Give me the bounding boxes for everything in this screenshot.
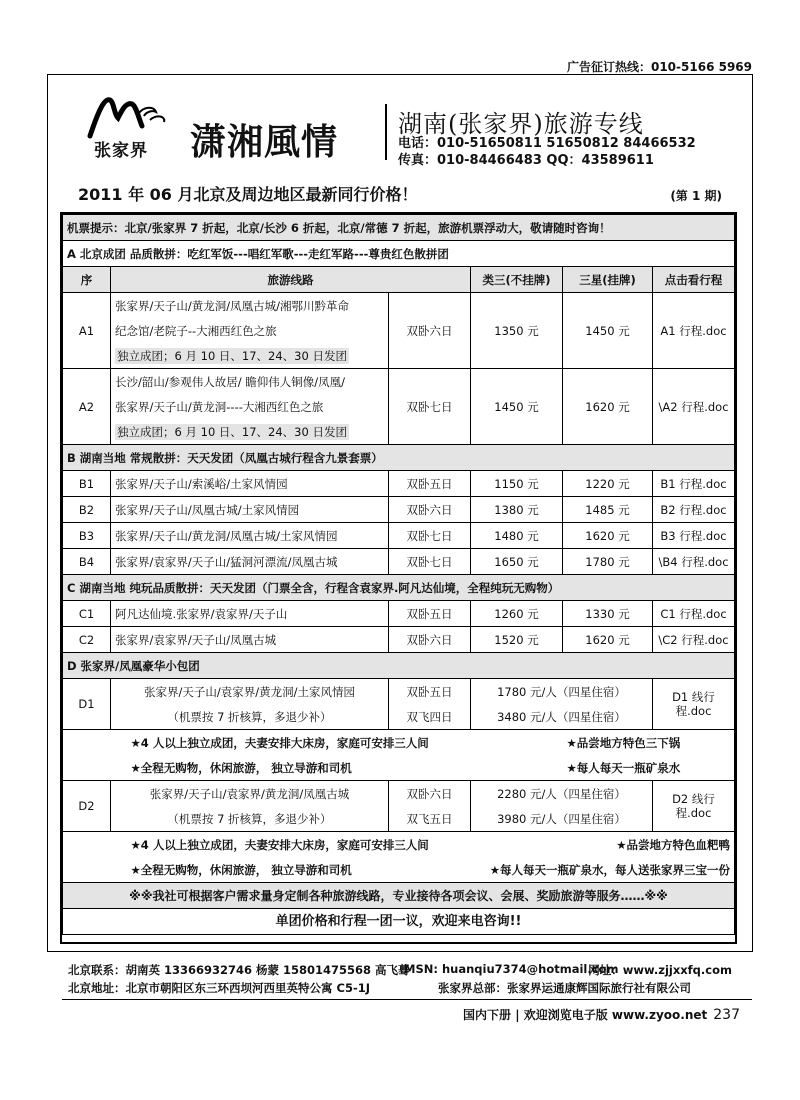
footer-address-text: 北京地址：北京市朝阳区东三环西坝河西里英特公寓 C5-1J bbox=[68, 981, 370, 995]
section-a-title: A 北京成团 品质散拼：吃红军饭---唱红军歌---走红军路---尊贵红色散拼团 bbox=[63, 241, 735, 267]
days: 双卧七日 bbox=[389, 369, 471, 445]
days: 双卧六日 bbox=[389, 627, 471, 653]
line-title: 湖南(张家界)旅游专线 bbox=[398, 110, 644, 138]
footer-contact-people: 北京联系：胡南英 13366932746 杨蒙 15801475568 高飞蓦 bbox=[68, 963, 410, 977]
section-b-title: B 湖南当地 常规散拼：天天发团（凤凰古城行程含九景套票） bbox=[63, 445, 735, 471]
header-route: 旅游线路 bbox=[111, 267, 471, 293]
price-table bbox=[60, 212, 737, 944]
itinerary-link[interactable]: D1 线行程.doc bbox=[653, 679, 735, 730]
route-text: 阿凡达仙境.张家界/袁家界/天子山 bbox=[111, 601, 389, 627]
route-schedule: 独立成团；6 月 10 日、17、24、30 日发团 bbox=[117, 348, 347, 363]
row-id: A2 bbox=[63, 369, 111, 445]
contact-fax: 传真：010-84466483 QQ：43589611 bbox=[398, 153, 654, 168]
price-3star: 1485 元 bbox=[563, 497, 653, 523]
price-class3: 1520 元 bbox=[471, 627, 563, 653]
price-3star: 1220 元 bbox=[563, 471, 653, 497]
route-text: 张家界/天子山/索溪峪/土家风情园 bbox=[111, 471, 389, 497]
ad-hotline: 广告征订热线：010-5166 5969 bbox=[566, 60, 752, 74]
itinerary-link[interactable]: C1 行程.doc bbox=[653, 601, 735, 627]
route-text: 纪念馆/老院子--大湘西红色之旅 bbox=[111, 318, 389, 343]
row-id: D1 bbox=[63, 679, 111, 730]
days: 双飞四日 bbox=[389, 704, 471, 730]
feature-text: ★每人每天一瓶矿泉水 bbox=[563, 755, 735, 781]
row-id: B1 bbox=[63, 471, 111, 497]
route-text: 张家界/天子山/黄龙洞----大湘西红色之旅 bbox=[111, 394, 389, 419]
price-class3: 1480 元 bbox=[471, 523, 563, 549]
service-note: ※※我社可根据客户需求量身定制各种旅游线路，专业接待各项会议、会展、奖励旅游等服务……※※ bbox=[63, 883, 735, 909]
price-class3: 1650 元 bbox=[471, 549, 563, 575]
price-3star: 1330 元 bbox=[563, 601, 653, 627]
header-seq: 序 bbox=[63, 267, 111, 293]
row-id: B3 bbox=[63, 523, 111, 549]
feature-text: ★全程无购物，休闲旅游， 独立导游和司机 bbox=[111, 857, 471, 883]
row-id: D2 bbox=[63, 781, 111, 832]
price-class3: 1350 元 bbox=[471, 293, 563, 369]
page-footer-text: 国内下册 | 欢迎浏览电子版 www.zyoo.net bbox=[463, 1008, 708, 1022]
price-class3: 1380 元 bbox=[471, 497, 563, 523]
itinerary-link[interactable]: B1 行程.doc bbox=[653, 471, 735, 497]
table-row bbox=[63, 293, 735, 319]
table-row bbox=[63, 781, 735, 807]
itinerary-link[interactable]: \C2 行程.doc bbox=[653, 627, 735, 653]
header-3star: 三星(挂牌) bbox=[563, 267, 653, 293]
price-3star: 1450 元 bbox=[563, 293, 653, 369]
days: 双卧七日 bbox=[389, 549, 471, 575]
footer-msn[interactable]: MSN: huanqiu7374@hotmail.com bbox=[404, 962, 619, 976]
route-schedule: 独立成团；6 月 10 日、17、24、30 日发团 bbox=[117, 424, 347, 439]
price-3star: 1620 元 bbox=[563, 523, 653, 549]
consult-note: 单团价格和行程一团一议，欢迎来电咨询!! bbox=[63, 909, 735, 935]
itinerary-link[interactable]: \B4 行程.doc bbox=[653, 549, 735, 575]
footer-address bbox=[68, 980, 738, 996]
logo-text: 张家界 bbox=[94, 141, 148, 161]
price-class3: 1150 元 bbox=[471, 471, 563, 497]
package-price: 3980 元/人（四星住宿） bbox=[471, 806, 653, 832]
table-row bbox=[63, 471, 735, 497]
footer-website[interactable]: 网址：www.zjjxxfq.com bbox=[588, 963, 732, 977]
days: 双卧五日 bbox=[389, 471, 471, 497]
header-doc: 点击看行程 bbox=[653, 267, 735, 293]
route-text: 张家界/袁家界/天子山/猛洞河漂流/凤凰古城 bbox=[111, 549, 389, 575]
feature-text: ★4 人以上独立成团，夫妻安排大床房，家庭可安排三人间 bbox=[130, 837, 429, 852]
brand-title: 潇湘風情 bbox=[190, 121, 339, 163]
route-text: 张家界/天子山/黄龙洞/凤凰古城/湘鄂川黔革命 bbox=[111, 293, 389, 319]
itinerary-link[interactable]: A1 行程.doc bbox=[653, 293, 735, 369]
route-text: 张家界/天子山/黄龙洞/凤凰古城/土家风情园 bbox=[111, 523, 389, 549]
itinerary-link[interactable]: B3 行程.doc bbox=[653, 523, 735, 549]
table-row bbox=[63, 523, 735, 549]
route-text: 张家界/天子山/袁家界/黄龙洞/土家风情园 bbox=[111, 679, 389, 705]
table-row bbox=[63, 369, 735, 395]
row-id: C2 bbox=[63, 627, 111, 653]
section-d-title: D 张家界/凤凰豪华小包团 bbox=[63, 653, 735, 679]
row-id: B4 bbox=[63, 549, 111, 575]
price-class3: 1450 元 bbox=[471, 369, 563, 445]
contact-tel: 电话：010-51650811 51650812 84466532 bbox=[398, 136, 696, 151]
flight-notice: 机票提示：北京/张家界 7 折起，北京/长沙 6 折起，北京/常德 7 折起，旅游机票浮动大，敬请随时咨询！ bbox=[63, 215, 735, 241]
row-id: B2 bbox=[63, 497, 111, 523]
price-class3: 1260 元 bbox=[471, 601, 563, 627]
package-price: 1780 元/人（四星住宿） bbox=[471, 679, 653, 705]
section-c-title: C 湖南当地 纯玩品质散拼：天天发团（门票全含，行程含袁家界.阿凡达仙境，全程纯玩无购物） bbox=[63, 575, 735, 601]
days: 双卧五日 bbox=[389, 601, 471, 627]
table-row bbox=[63, 679, 735, 705]
footer-divider bbox=[62, 999, 752, 1000]
row-id: C1 bbox=[63, 601, 111, 627]
itinerary-link[interactable]: B2 行程.doc bbox=[653, 497, 735, 523]
headline: 2011 年 06 月北京及周边地区最新同行价格！ bbox=[78, 185, 418, 204]
package-price: 3480 元/人（四星住宿） bbox=[471, 704, 653, 730]
route-text: 张家界/天子山/凤凰古城/土家风情园 bbox=[111, 497, 389, 523]
route-text: 张家界/袁家界/天子山/凤凰古城 bbox=[111, 627, 389, 653]
route-note: （机票按 7 折核算，多退少补） bbox=[111, 704, 389, 730]
feature-text: ★全程无购物，休闲旅游， 独立导游和司机 bbox=[111, 755, 563, 781]
days: 双卧六日 bbox=[389, 293, 471, 369]
page-number: 237 bbox=[713, 1007, 740, 1023]
route-text: 长沙/韶山/参观伟人故居/ 瞻仰伟人铜像/凤凰/ bbox=[111, 369, 389, 395]
feature-text: ★4 人以上独立成团，夫妻安排大床房，家庭可安排三人间 bbox=[130, 735, 429, 750]
feature-text: ★品尝地方特色三下锅 bbox=[563, 730, 735, 756]
route-text: 张家界/天子山/袁家界/黄龙洞/凤凰古城 bbox=[111, 781, 389, 807]
days: 双卧六日 bbox=[389, 497, 471, 523]
itinerary-link[interactable]: D2 线行程.doc bbox=[653, 781, 735, 832]
route-note: （机票按 7 折核算，多退少补） bbox=[111, 806, 389, 832]
feature-text: ★每人每天一瓶矿泉水，每人送张家界三宝一份 bbox=[471, 857, 735, 883]
days: 双卧七日 bbox=[389, 523, 471, 549]
feature-text: ★品尝地方特色血粑鸭 bbox=[563, 832, 735, 858]
header-class3: 类三(不挂牌) bbox=[471, 267, 563, 293]
price-3star: 1620 元 bbox=[563, 627, 653, 653]
table-row bbox=[63, 549, 735, 575]
page-footer bbox=[463, 1006, 740, 1023]
package-price: 2280 元/人（四星住宿） bbox=[471, 781, 653, 807]
days: 双卧五日 bbox=[389, 679, 471, 705]
table-header bbox=[63, 267, 735, 293]
table-row bbox=[63, 497, 735, 523]
row-id: A1 bbox=[63, 293, 111, 369]
days: 双飞五日 bbox=[389, 806, 471, 832]
footer-hq: 张家界总部：张家界运通康辉国际旅行社有限公司 bbox=[438, 981, 691, 995]
price-3star: 1780 元 bbox=[563, 549, 653, 575]
table-row bbox=[63, 627, 735, 653]
footer-contacts bbox=[68, 962, 738, 978]
price-3star: 1620 元 bbox=[563, 369, 653, 445]
table-row bbox=[63, 601, 735, 627]
issue-number: (第 1 期) bbox=[670, 189, 722, 203]
itinerary-link[interactable]: \A2 行程.doc bbox=[653, 369, 735, 445]
days: 双卧六日 bbox=[389, 781, 471, 807]
header-divider bbox=[385, 104, 387, 160]
